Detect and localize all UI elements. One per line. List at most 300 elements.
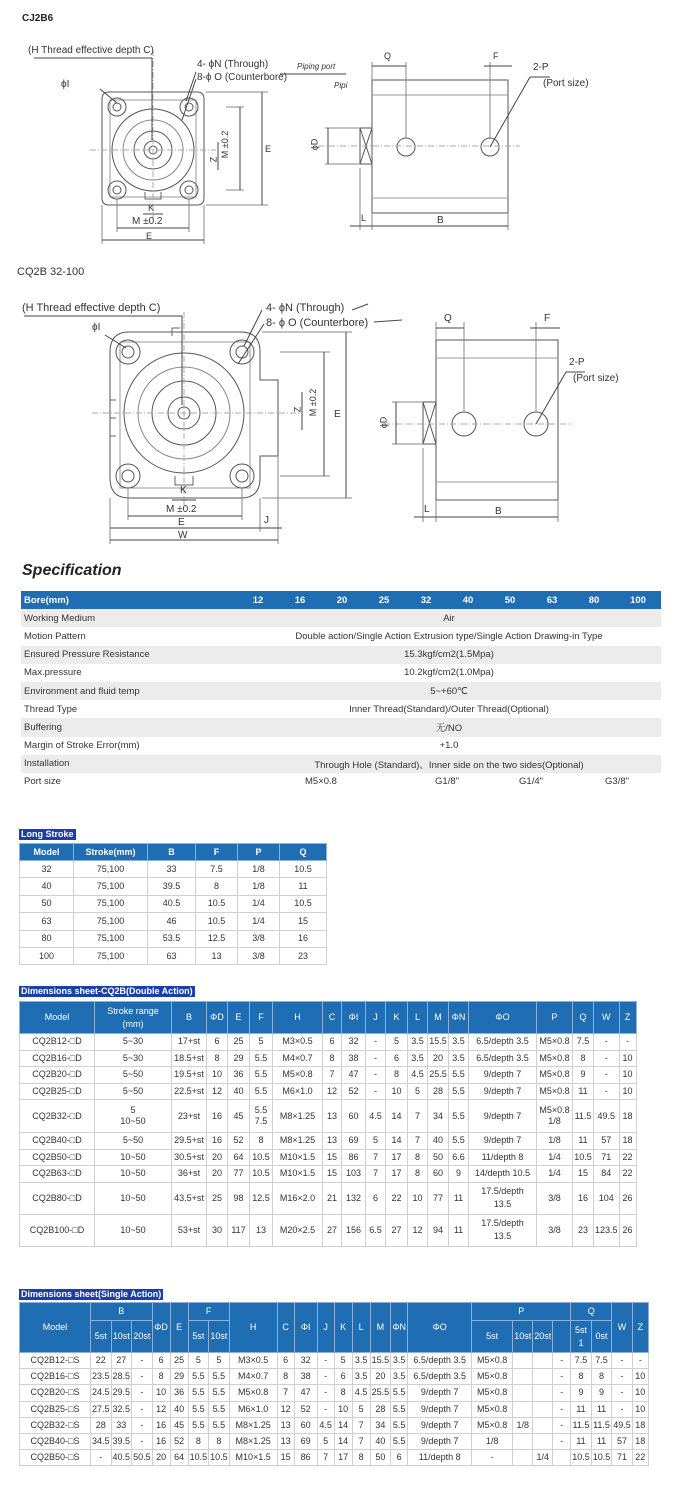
table-cell: 5 [334,1353,352,1369]
table-cell: 23 [280,947,327,964]
table-cell: - [594,1067,620,1084]
table-cell: 10 [152,1385,170,1401]
d2-h-thread-label: (H Thread effective depth C) [22,302,161,314]
table-cell: 5.5 [391,1417,408,1433]
table-cell: 46 [148,913,196,930]
table-cell: - [317,1401,334,1417]
table-cell: 7 [323,1067,342,1084]
table-row [20,1034,637,1051]
spec-row-value: Inner Thread(Standard)/Outer Thread(Optional) [237,700,661,718]
table-cell: 7.5 [573,1034,594,1051]
double-action-header-cell: ΦI [342,1002,366,1034]
d1-phi-d-label: ϕD [309,138,320,151]
table-cell: 39.5 [111,1433,132,1449]
table-cell: 18.5+st [172,1050,207,1067]
table-cell: 9/depth 7 [469,1133,537,1150]
table-cell: 50.5 [132,1450,153,1466]
d2-m-horiz-label: M ±0.2 [166,504,197,515]
table-cell: 3.5 [408,1050,428,1067]
table-cell: 40 [370,1433,391,1449]
table-cell: 14 [334,1433,352,1449]
table-row [20,1369,649,1385]
table-cell: 11.5 [571,1417,592,1433]
d2-two-p-label: 2-P [569,357,585,368]
spec-row-value: 5~+60℃ [237,682,661,700]
table-cell: 10.5 [196,913,238,930]
table-cell: 14 [386,1133,408,1150]
table-cell: 28 [91,1417,112,1433]
d1-b-label: B [437,215,444,226]
table-cell: 8 [323,1050,342,1067]
d1-two-p-label: 2-P [533,62,549,73]
table-cell: M16×2.0 [273,1182,323,1214]
table-cell: 71 [594,1149,620,1166]
table-cell: 36 [170,1385,188,1401]
table-cell: 11 [449,1214,469,1246]
table-row [20,1433,649,1449]
table-cell: 5 [250,1034,273,1051]
table-cell: 77 [228,1166,250,1183]
spec-header-cell: Bore(mm) [21,591,237,609]
table-cell: 5 [209,1353,230,1369]
table-cell: 10~50 [95,1182,172,1214]
table-cell: 8 [408,1149,428,1166]
table-cell: 60 [342,1100,366,1133]
table-cell: 9/depth 7 [469,1067,537,1084]
table-cell: 32 [294,1353,317,1369]
table-cell: 10 [386,1083,408,1100]
table-cell: 33 [148,861,196,878]
d2-j-label: J [264,515,269,526]
table-cell: - [366,1050,386,1067]
spec-row [21,755,661,773]
spec-row-label: Max.pressure [21,664,237,682]
table-cell: 6 [207,1034,228,1051]
table-cell [553,1450,571,1466]
table-cell: 3.5 [352,1369,370,1385]
table-cell: 11/depth 8 [469,1149,537,1166]
table-cell: CQ2B50-□S [20,1450,91,1466]
single-action-header-cell: ΦD [152,1303,170,1353]
table-cell: 17 [386,1166,408,1183]
double-action-header-cell: ΦN [449,1002,469,1034]
table-cell: 10~50 [95,1166,172,1183]
d1-e-vert-label: E [265,144,272,154]
table-cell: 75,100 [74,913,148,930]
table-cell: 4.5 [366,1100,386,1133]
table-cell: M8×1.25 [229,1433,277,1449]
table-cell: 27 [323,1214,342,1246]
table-cell: 5 [352,1401,370,1417]
spec-row [21,737,661,755]
double-action-header-cell: ΦD [207,1002,228,1034]
table-cell: 28 [428,1083,449,1100]
table-cell: M8×1.25 [229,1417,277,1433]
table-cell: - [366,1083,386,1100]
table-cell: 10 [207,1067,228,1084]
spec-row-label: Port size [21,773,237,791]
d1-q-label: Q [384,51,392,61]
table-cell: 6.5/depth 3.5 [469,1050,537,1067]
table-cell: 5.5 [449,1100,469,1133]
spec-table [21,591,661,791]
double-action-header-cell: F [250,1002,273,1034]
table-cell: 5 [188,1353,209,1369]
table-cell: 11 [591,1433,612,1449]
table-cell: 4.5 [352,1385,370,1401]
d1-m-horiz-label: M ±0.2 [132,216,163,227]
table-cell: 20 [152,1450,170,1466]
table-cell: - [472,1450,513,1466]
table-cell: 3.5 [391,1353,408,1369]
table-cell: 7 [366,1149,386,1166]
table-cell: 98 [228,1182,250,1214]
spec-row-value: Air [237,609,661,627]
double-action-header-row [20,1002,637,1034]
spec-row-label: Working Medium [21,609,237,627]
table-cell: 10 [408,1182,428,1214]
table-row [20,1417,649,1433]
table-cell: 7.5 [196,861,238,878]
d2-n-through-label: 4- ϕN (Through) [266,302,345,314]
table-cell [533,1369,553,1385]
table-row [20,1166,637,1183]
table-row [20,1050,637,1067]
table-cell: 50 [20,895,74,912]
table-cell: 8 [209,1433,230,1449]
single-action-subheader-cell: 5st [91,1321,112,1353]
table-cell: 20 [428,1050,449,1067]
table-cell: 18 [619,1100,636,1133]
table-cell: 12.5 [196,930,238,947]
table-cell: 16 [280,930,327,947]
table-cell: 69 [294,1433,317,1449]
double-action-header-cell: J [366,1002,386,1034]
table-cell: 60 [294,1417,317,1433]
table-cell: 17 [334,1450,352,1466]
table-cell: 69 [342,1133,366,1150]
table-cell: CQ2B100-□D [20,1214,95,1246]
table-cell: 27 [111,1353,132,1369]
long-stroke-header-cell: Model [20,844,74,861]
table-cell: CQ2B63-□D [20,1166,95,1183]
single-action-subheader-cell: 0st [591,1321,612,1353]
table-cell: 64 [228,1149,250,1166]
table-cell: 9/depth 7 [408,1385,472,1401]
spec-header-cell: 63 [531,591,573,609]
spec-row-value: Double action/Single Action Extrusion type/Single Action Drawing-in Type [237,627,661,645]
table-cell: 60 [428,1166,449,1183]
table-cell: 1/4 [533,1450,553,1466]
table-cell: 5~30 [95,1034,172,1051]
table-cell: - [553,1353,571,1369]
table-cell: 8 [250,1133,273,1150]
table-cell: 71 [612,1450,633,1466]
table-cell: 15 [323,1149,342,1166]
table-cell: 16 [152,1417,170,1433]
table-cell: 6.5/depth 3.5 [408,1353,472,1369]
single-action-header-cell: M [370,1303,391,1353]
table-row [20,1182,637,1214]
single-action-header-cell: K [334,1303,352,1353]
table-row [20,878,327,895]
table-cell: 33 [111,1417,132,1433]
table-cell: 12 [323,1083,342,1100]
table-cell: 10 [619,1083,636,1100]
table-cell: CQ2B80-□D [20,1182,95,1214]
table-cell: 49.5 [612,1417,633,1433]
table-cell: 15 [280,913,327,930]
d2-z-label: Z [292,406,303,413]
table-cell: 5~50 [95,1133,172,1150]
table-cell: 10.5 [250,1166,273,1183]
d2-port-size-label: (Port size) [573,373,619,384]
table-cell: 15.5 [370,1353,391,1369]
double-action-header-cell: Z [619,1002,636,1034]
table-cell: 86 [342,1149,366,1166]
double-action-title: Dimensions sheet-CQ2B(Double Action) [21,986,193,996]
d2-q-label: Q [444,313,452,324]
table-cell: 10.5 [591,1450,612,1466]
table-cell: 3/8 [238,947,280,964]
table-cell: 17.5/depth 13.5 [469,1182,537,1214]
table-cell: 13 [323,1133,342,1150]
spec-port-value: M5×0.8 [237,773,405,791]
table-cell: 15 [573,1166,594,1183]
table-cell: 5.5 [250,1067,273,1084]
table-cell: 75,100 [74,861,148,878]
table-cell: 53.5 [148,930,196,947]
single-action-subheader-cell: 5st [472,1321,513,1353]
table-cell: M8×1.25 [273,1100,323,1133]
long-stroke-table [19,843,327,965]
d2-phi-i-label: ϕI [92,322,101,333]
table-cell: 20 [207,1149,228,1166]
spec-row [21,627,661,645]
table-cell: 6.5/depth 3.5 [469,1034,537,1051]
table-cell: 5 [366,1133,386,1150]
spec-row [21,646,661,664]
table-cell: 17+st [172,1034,207,1051]
table-cell: 12 [408,1214,428,1246]
table-cell [513,1385,533,1401]
d1-n-through-label: 4- ϕN (Through) [197,59,269,70]
table-cell: 10.5 [280,895,327,912]
table-cell: 10~50 [95,1214,172,1246]
table-cell: 26 [619,1214,636,1246]
table-cell: 5.5 [188,1417,209,1433]
table-cell: 10 [632,1401,648,1417]
single-action-header-row [20,1303,649,1321]
table-cell: 10 [632,1369,648,1385]
table-cell: 40.5 [111,1450,132,1466]
double-action-header-cell: H [273,1002,323,1034]
table-cell: 30 [207,1214,228,1246]
table-cell: 11 [571,1433,592,1449]
table-cell: 7 [352,1433,370,1449]
single-action-subheader-cell: 10st [111,1321,132,1353]
table-cell: M6×1.0 [229,1401,277,1417]
table-cell: 15.5 [428,1034,449,1051]
table-cell: M4×0.7 [229,1369,277,1385]
table-cell: 6 [323,1034,342,1051]
single-action-header-cell: ΦI [294,1303,317,1353]
table-cell: 9/depth 7 [469,1100,537,1133]
drawing1-title: CJ2B6 [22,13,54,24]
table-cell: 6.5/depth 3.5 [408,1369,472,1385]
table-cell: CQ2B40-□D [20,1133,95,1150]
table-cell: 10.5 [573,1149,594,1166]
table-cell [513,1433,533,1449]
table-cell: 84 [594,1166,620,1183]
spec-row-label: Environment and fluid temp [21,682,237,700]
spec-row-value: Through Hole (Standard)、Inner side on the two sides(Optional) [237,755,661,773]
table-cell: 52 [342,1083,366,1100]
table-cell: 25 [170,1353,188,1369]
table-cell: 30.5+st [172,1149,207,1166]
table-cell: 29.5 [111,1385,132,1401]
double-action-header-cell: Q [573,1002,594,1034]
table-cell: 38 [342,1050,366,1067]
single-action-header-cell: Q [571,1303,612,1321]
single-action-subheader-cell: 10st [209,1321,230,1353]
table-cell: 16 [207,1100,228,1133]
table-cell: 32 [20,861,74,878]
d2-o-counterbore-label: 8- ϕ O (Counterbore) [266,317,369,329]
table-cell: 5.5 [209,1385,230,1401]
single-action-subheader-cell: 20st [132,1321,153,1353]
table-row [20,913,327,930]
table-cell: - [366,1034,386,1051]
table-cell: 5.5 [188,1385,209,1401]
table-cell: M5×0.8 [472,1353,513,1369]
table-cell: 28.5 [111,1369,132,1385]
table-cell: 8 [277,1369,294,1385]
table-cell: 14 [334,1417,352,1433]
table-cell: - [317,1385,334,1401]
d1-piping-port-label: Piping port [297,62,336,71]
d1-z-label: Z [208,156,219,163]
spec-header-cell: 40 [447,591,489,609]
table-cell: 7 [408,1133,428,1150]
table-cell: 57 [594,1133,620,1150]
table-cell: 13 [250,1214,273,1246]
double-action-header-cell: B [172,1002,207,1034]
table-cell: - [132,1417,153,1433]
table-cell: 6.6 [449,1149,469,1166]
table-cell: 10.5 [280,861,327,878]
table-cell: 10.5 [188,1450,209,1466]
spec-row-label: Ensured Pressure Resistance [21,646,237,664]
table-cell: 9 [449,1166,469,1183]
table-row [20,1214,637,1246]
single-action-header-cell: Z [632,1303,648,1353]
table-cell [533,1417,553,1433]
spec-header-cell: 20 [321,591,363,609]
table-cell: 6 [277,1353,294,1369]
spec-row-label: Margin of Stroke Error(mm) [21,737,237,755]
spec-port-row [21,773,661,791]
double-action-header-cell: K [386,1002,408,1034]
double-action-header-cell: W [594,1002,620,1034]
spec-port-value: G1/4" [489,773,573,791]
table-cell: M10×1.5 [273,1166,323,1183]
table-cell: 3.5 [352,1353,370,1369]
double-action-header-cell: Model [20,1002,95,1034]
table-cell: 9/depth 7 [408,1417,472,1433]
spec-row [21,700,661,718]
table-cell: 75,100 [74,878,148,895]
table-cell: 1/4 [537,1166,573,1183]
spec-row-label: Installation [21,755,237,773]
table-cell: - [317,1369,334,1385]
table-cell [533,1353,553,1369]
single-action-header-cell: E [170,1303,188,1353]
single-action-header-cell: ΦN [391,1303,408,1353]
table-cell: 5.5 [449,1133,469,1150]
table-cell: 18 [632,1417,648,1433]
table-cell: 5.5 [209,1417,230,1433]
table-cell: 5 [408,1083,428,1100]
table-cell: 29 [170,1369,188,1385]
table-cell: 11 [449,1182,469,1214]
table-cell: 6 [391,1450,408,1466]
table-cell: 5~50 [95,1083,172,1100]
table-cell: 10.5 [209,1450,230,1466]
table-cell: CQ2B12-□S [20,1353,91,1369]
single-action-subheader-cell: 5st [188,1321,209,1353]
spec-header-cell: 32 [405,591,447,609]
table-cell: 4.5 [317,1417,334,1433]
table-cell: 11.5 [591,1417,612,1433]
table-cell: 156 [342,1214,366,1246]
single-action-subheader-cell: 5st 1 [571,1321,592,1353]
d2-w-label: W [178,530,188,541]
table-cell: CQ2B40-□S [20,1433,91,1449]
table-cell: 12 [207,1083,228,1100]
d1-port-size-label: (Port size) [543,78,589,89]
table-cell: M5×0.8 [229,1385,277,1401]
table-cell: 103 [342,1166,366,1183]
double-action-header-cell: L [408,1002,428,1034]
table-cell: 32.5 [111,1401,132,1417]
table-row [20,895,327,912]
table-cell: 26 [619,1182,636,1214]
table-cell: 5.5 [391,1433,408,1449]
spec-row-label: Buffering [21,718,237,736]
table-cell: 117 [228,1214,250,1246]
table-cell: 52 [228,1133,250,1150]
table-cell: CQ2B25-□D [20,1083,95,1100]
table-cell: M20×2.5 [273,1214,323,1246]
table-cell: 27 [386,1214,408,1246]
table-cell: 22 [386,1182,408,1214]
table-cell [513,1353,533,1369]
spec-row-label: Thread Type [21,700,237,718]
table-cell: 27.5 [91,1401,112,1417]
table-cell: 18 [619,1133,636,1150]
long-stroke-header-cell: F [196,844,238,861]
table-cell: 25 [207,1182,228,1214]
table-cell: 77 [428,1182,449,1214]
single-action-header-cell: F [188,1303,229,1321]
spec-row [21,718,661,736]
table-cell: - [594,1083,620,1100]
table-cell: 22.5+st [172,1083,207,1100]
table-cell: 1/4 [238,895,280,912]
table-cell: 36 [228,1067,250,1084]
table-cell: 34 [370,1417,391,1433]
